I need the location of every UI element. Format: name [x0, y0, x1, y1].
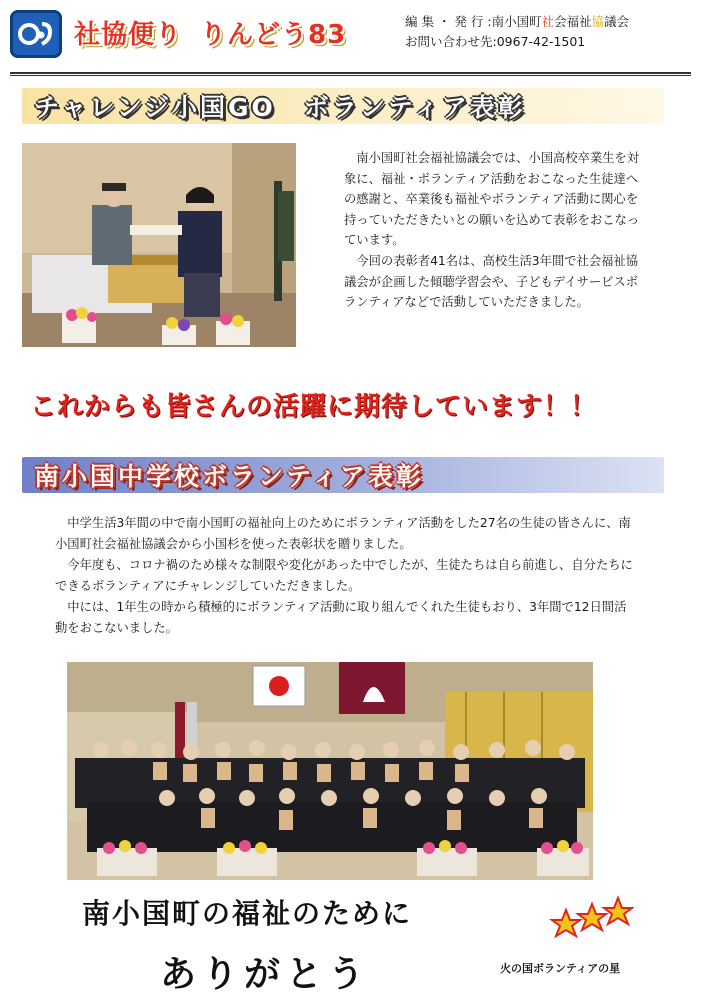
section2-paragraph-3: 中には、1年生の時から積極的にボランティア活動に取り組んでくれた生徒もおり、3年間で12日間活動をおこないました。 [55, 600, 627, 635]
publisher-label: 編 集 ・ 発 行 : [405, 14, 492, 29]
section1-paragraph-1: 南小国町社会福祉協議会では、小国高校卒業生を対象に、福祉・ボランティア活動をおこなった生徒達への感謝と、卒業後も福祉やボランティア活動に関心を持っていただきたいとの願いを込めて表彰をおこなっています。 [344, 151, 640, 248]
title-text: 社協便り [74, 20, 183, 50]
contact-line: お問い合わせ先:0967-42-1501 [405, 34, 586, 49]
section2-paragraph-2: 今年度も、コロナ禍のため様々な制限や変化があった中でしたが、生徒たちは自ら前進し、自分たちにできるボランティアにチャレンジしていただきました。 [55, 558, 633, 593]
shakyo-logo [10, 10, 62, 58]
section1-body [344, 148, 650, 313]
header-rule-thin [10, 75, 691, 76]
closing-line-2: ありがとう [160, 953, 371, 995]
star-mascot-icon [542, 892, 634, 952]
logo-mark-icon [16, 16, 56, 52]
section2-banner: 南小国中学校ボランティア表彰 [22, 457, 664, 493]
section2-body [55, 513, 635, 639]
header-rule [10, 72, 691, 74]
volunteer-star-logo [542, 892, 634, 952]
section1-paragraph-2: 今回の表彰者41名は、高校生活3年間で社会福祉協議会が企画した傾聴学習会や、子どもデイサービスボランティアなどで活動していただきました。 [344, 253, 639, 310]
section2-paragraph-1: 中学生活3年間の中で南小国町の福祉向上のためにボランティア活動をした27名の生徒の皆さんに、南小国町社会福祉協議会から小国杉を使った表彰状を贈りました。 [55, 516, 631, 551]
publisher-name-1: 南小国町 [491, 14, 542, 29]
publisher-name-4: 協 [591, 14, 605, 29]
issue-number: りんどう83 [200, 20, 347, 50]
headline-message: これからも皆さんの活躍に期待しています！！ [30, 392, 598, 422]
award-ceremony-photo [22, 143, 296, 347]
publisher-name-3: 会福祉 [554, 14, 592, 29]
publisher-name-2: 社 [541, 14, 555, 29]
section1-banner: チャレンジ小国GO ボランティア表彰 [22, 88, 664, 124]
publisher-info [405, 12, 629, 52]
students-group-photo [67, 662, 593, 880]
mascot-caption: 火の国ボランティアの星 [500, 962, 621, 975]
closing-line-1: 南小国町の福祉のために [82, 897, 413, 930]
publisher-name-5: 議会 [604, 14, 630, 29]
newsletter-title [74, 14, 346, 51]
publisher-line [405, 12, 629, 32]
